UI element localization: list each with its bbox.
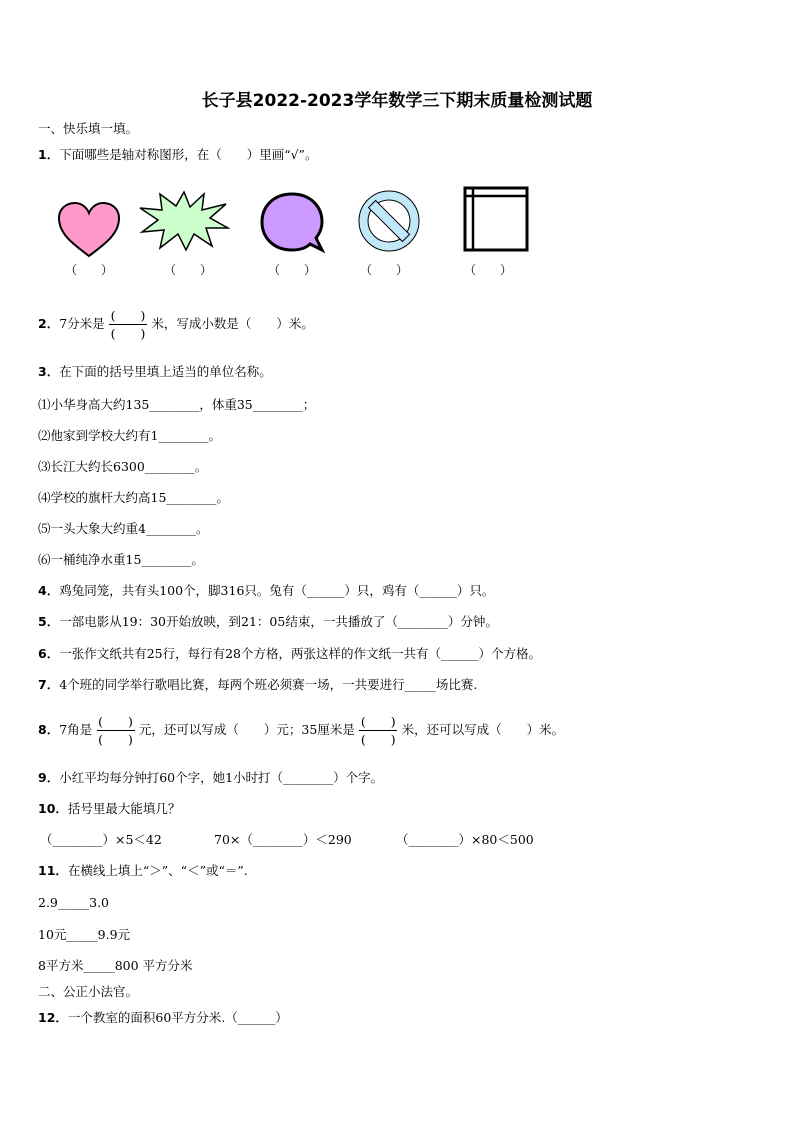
question-5 — [38, 613, 498, 631]
q6-text: 一张作文纸共有25行，每行有28个方格，两张这样的作文纸一共有（______）个方格。 — [59, 646, 542, 661]
q5-number: 5． — [38, 614, 60, 629]
square-frame-icon — [463, 186, 529, 252]
q11-text: 在横线上填上“＞”、“＜”或“＝”. — [67, 863, 248, 878]
q10-item-2: 70×（________）＜290 — [214, 832, 352, 847]
q10-number: 10． — [38, 801, 68, 816]
q3-number: 3． — [38, 364, 60, 379]
no-sign-icon — [356, 188, 422, 254]
q3-item-3: ⑶长江大约长6300________。 — [38, 459, 208, 474]
q10-item-1: （________）×5＜42 — [40, 832, 162, 847]
section-1-heading: 一、快乐填一填。 — [38, 121, 139, 136]
q5-text: 一部电影从19：30开始放映，到21：05结束，一共播放了（________）分钟。 — [59, 614, 498, 629]
burst-icon — [138, 190, 230, 252]
question-8 — [38, 708, 564, 752]
q9-text: 小红平均每分钟打60个字，她1小时打（________）个字。 — [59, 770, 384, 785]
q2-fraction — [107, 307, 150, 342]
question-3 — [38, 363, 272, 381]
q9-number: 9． — [38, 770, 60, 785]
q10-item-3: （________）×80＜500 — [396, 832, 534, 847]
q11-item-2: 10元_____9.9元 — [38, 927, 131, 942]
q11-number: 11． — [38, 863, 68, 878]
question-9 — [38, 769, 383, 787]
question-12 — [38, 1009, 288, 1027]
q8-fraction-1 — [94, 713, 137, 748]
question-10 — [38, 800, 180, 818]
q2-numerator[interactable]: ( ) — [110, 308, 146, 323]
q8-text-a: 7角是 — [59, 722, 93, 737]
q2-text-b: 米，写成小数是（ ）米。 — [151, 316, 314, 331]
q3-item-4: ⑷学校的旗杆大约高15________。 — [38, 490, 229, 505]
question-7 — [38, 676, 477, 694]
q6-number: 6． — [38, 646, 60, 661]
page-title: 长子县2022-2023学年数学三下期末质量检测试题 — [201, 91, 593, 111]
q1-number: 1． — [38, 147, 60, 162]
q11-item-1: 2.9_____3.0 — [38, 895, 110, 910]
answer-paren-4[interactable]: （ ） — [360, 263, 409, 277]
question-1 — [38, 146, 317, 164]
section-2-heading: 二、公正小法官。 — [38, 984, 139, 999]
answer-paren-2[interactable]: （ ） — [164, 263, 213, 277]
q8-denominator-2[interactable]: ( ) — [360, 732, 396, 747]
heart-icon — [55, 200, 123, 260]
q8-numerator-1[interactable]: ( ) — [98, 714, 133, 729]
question-11 — [38, 862, 248, 880]
q3-text: 在下面的括号里填上适当的单位名称。 — [59, 364, 272, 379]
q2-denominator[interactable]: ( ) — [110, 326, 146, 341]
q11-item-3: 8平方米_____800 平方分米 — [38, 958, 193, 973]
speech-bubble-icon — [256, 190, 328, 258]
q8-text-c: 米，还可以写成（ ）米。 — [401, 722, 565, 737]
q4-number: 4． — [38, 583, 60, 598]
q7-text: 4个班的同学举行歌唱比赛，每两个班必须赛一场，一共要进行_____场比赛. — [59, 677, 478, 692]
q8-fraction-2 — [357, 713, 400, 748]
q10-text: 括号里最大能填几？ — [67, 801, 181, 816]
q3-item-2: ⑵他家到学校大约有1________。 — [38, 428, 221, 443]
q2-number: 2． — [38, 316, 60, 331]
question-4 — [38, 582, 494, 600]
question-6 — [38, 645, 541, 663]
q12-text: 一个教室的面积60平方分米.（______） — [67, 1010, 288, 1025]
q8-number: 8． — [38, 722, 60, 737]
q8-denominator-1[interactable]: ( ) — [98, 732, 133, 747]
answer-paren-5[interactable]: （ ） — [464, 263, 513, 277]
q4-text: 鸡兔同笼，共有头100个，脚316只。兔有（______）只，鸡有（______）只。 — [59, 583, 495, 598]
q8-text-b: 元，还可以写成（ ）元；35厘米是 — [138, 722, 355, 737]
q3-item-1: ⑴小华身高大约135________，体重35________； — [38, 397, 316, 412]
q7-number: 7． — [38, 677, 60, 692]
q3-item-5: ⑸一头大象大约重4________。 — [38, 521, 209, 536]
q1-text: 下面哪些是轴对称图形，在（ ）里画“√”。 — [59, 147, 318, 162]
q2-text-a: 7分米是 — [59, 316, 105, 331]
answer-paren-3[interactable]: （ ） — [268, 263, 317, 277]
q8-numerator-2[interactable]: ( ) — [360, 714, 396, 729]
q3-item-6: ⑹一桶纯净水重15________。 — [38, 552, 204, 567]
answer-paren-1[interactable]: （ ） — [65, 263, 114, 277]
q12-number: 12． — [38, 1010, 68, 1025]
question-2 — [38, 302, 314, 346]
